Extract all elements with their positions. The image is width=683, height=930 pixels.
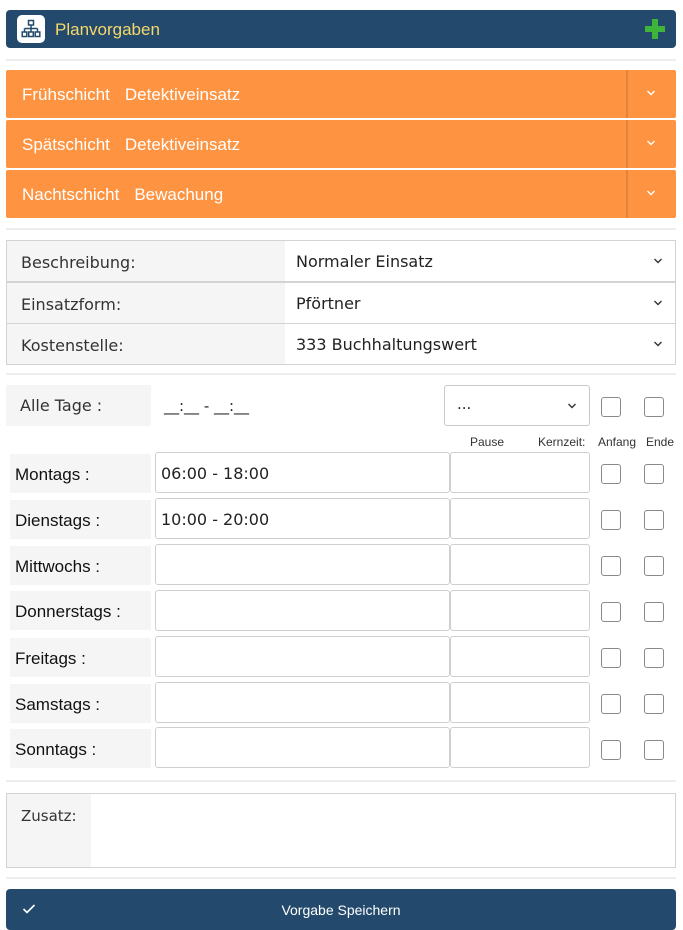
start-column-header: Anfang (598, 435, 637, 449)
end-checkbox-sonntags[interactable] (644, 740, 664, 760)
time-input-sonntags[interactable] (155, 727, 450, 768)
divider (6, 780, 676, 782)
start-checkbox-samstags[interactable] (601, 694, 621, 714)
time-input-mittwochs[interactable] (155, 544, 450, 585)
start-checkbox-dienstags[interactable] (601, 510, 621, 530)
start-checkbox-sonntags[interactable] (601, 740, 621, 760)
pause-input-donnerstags[interactable] (450, 590, 590, 631)
day-label-dienstags: Dienstags : (10, 500, 151, 539)
pause-input-montags[interactable] (450, 452, 590, 493)
sitemap-icon (17, 15, 45, 43)
chevron-down-icon (653, 257, 663, 265)
chevron-down-icon[interactable] (646, 89, 656, 97)
page-title: Planvorgaben (55, 20, 160, 39)
zusatz-input[interactable] (91, 794, 675, 867)
core-time-column-header: Kernzeit: (538, 435, 586, 449)
pause-input-sonntags[interactable] (450, 727, 590, 768)
start-checkbox-freitags[interactable] (601, 648, 621, 668)
time-input-freitags[interactable] (155, 636, 450, 677)
save-button-label: Vorgabe Speichern (281, 902, 401, 918)
pause-column-header: Pause (470, 435, 505, 449)
day-label-donnerstags: Donnerstags : (10, 591, 151, 630)
end-checkbox-montags[interactable] (644, 464, 664, 484)
all-days-start-checkbox[interactable] (601, 397, 621, 417)
day-label-sonntags: Sonntags : (10, 729, 151, 768)
end-checkbox-freitags[interactable] (644, 648, 664, 668)
time-input-samstags[interactable] (155, 682, 450, 723)
zusatz-label: Zusatz: (7, 794, 91, 867)
divider (6, 228, 676, 230)
time-input-montags[interactable]: 06:00 - 18:00 (155, 452, 450, 493)
end-checkbox-mittwochs[interactable] (644, 556, 664, 576)
start-checkbox-donnerstags[interactable] (601, 602, 621, 622)
chevron-down-icon (653, 299, 663, 307)
shift-label: Spätschicht Detektiveinsatz (22, 135, 241, 154)
start-checkbox-montags[interactable] (601, 464, 621, 484)
start-checkbox-mittwochs[interactable] (601, 556, 621, 576)
shift-accordion-nachtschicht[interactable] (6, 170, 676, 218)
shift-label: Frühschicht Detektiveinsatz (22, 85, 241, 104)
field-value: Pförtner (296, 294, 361, 313)
all-days-label: Alle Tage : (6, 385, 151, 426)
end-checkbox-dienstags[interactable] (644, 510, 664, 530)
divider (6, 373, 676, 375)
field-value: Normaler Einsatz (296, 252, 433, 271)
divider (626, 120, 628, 168)
pause-input-mittwochs[interactable] (450, 544, 590, 585)
chevron-down-icon (653, 340, 663, 348)
end-checkbox-donnerstags[interactable] (644, 602, 664, 622)
pause-input-dienstags[interactable] (450, 498, 590, 539)
kostenstelle-select[interactable] (6, 323, 676, 365)
time-input-dienstags[interactable]: 10:00 - 20:00 (155, 498, 450, 539)
chevron-down-icon[interactable] (646, 139, 656, 147)
zusatz-field (6, 793, 676, 868)
pause-input-samstags[interactable] (450, 682, 590, 723)
divider (6, 59, 676, 61)
field-label: Einsatzform: (7, 283, 285, 323)
field-value: 333 Buchhaltungswert (296, 335, 477, 354)
planvorgaben-header (6, 10, 676, 48)
einsatzform-select[interactable] (6, 282, 676, 324)
all-days-time-input[interactable]: __:__ - __:__ (164, 397, 250, 415)
day-label-samstags: Samstags : (10, 684, 151, 723)
select-value: ... (457, 395, 472, 413)
end-column-header: Ende (646, 435, 675, 449)
day-label-montags: Montags : (10, 454, 151, 493)
all-days-end-checkbox[interactable] (644, 397, 664, 417)
time-input-donnerstags[interactable] (155, 590, 450, 631)
divider (6, 877, 676, 879)
plus-icon[interactable] (642, 14, 668, 42)
shift-label: Nachtschicht Bewachung (22, 185, 224, 204)
chevron-down-icon[interactable] (646, 189, 656, 197)
divider (626, 70, 628, 118)
day-label-freitags: Freitags : (10, 638, 151, 677)
chevron-down-icon (567, 402, 577, 410)
divider (626, 170, 628, 218)
pause-input-freitags[interactable] (450, 636, 590, 677)
all-days-select[interactable] (444, 385, 590, 426)
shift-accordion-fruehschicht[interactable] (6, 70, 676, 118)
field-label: Kostenstelle: (7, 324, 285, 364)
day-label-mittwochs: Mittwochs : (10, 546, 151, 585)
shift-accordion-spaetschicht[interactable] (6, 120, 676, 168)
field-label: Beschreibung: (7, 241, 285, 281)
beschreibung-select[interactable] (6, 240, 676, 282)
save-button[interactable] (6, 889, 676, 930)
end-checkbox-samstags[interactable] (644, 694, 664, 714)
